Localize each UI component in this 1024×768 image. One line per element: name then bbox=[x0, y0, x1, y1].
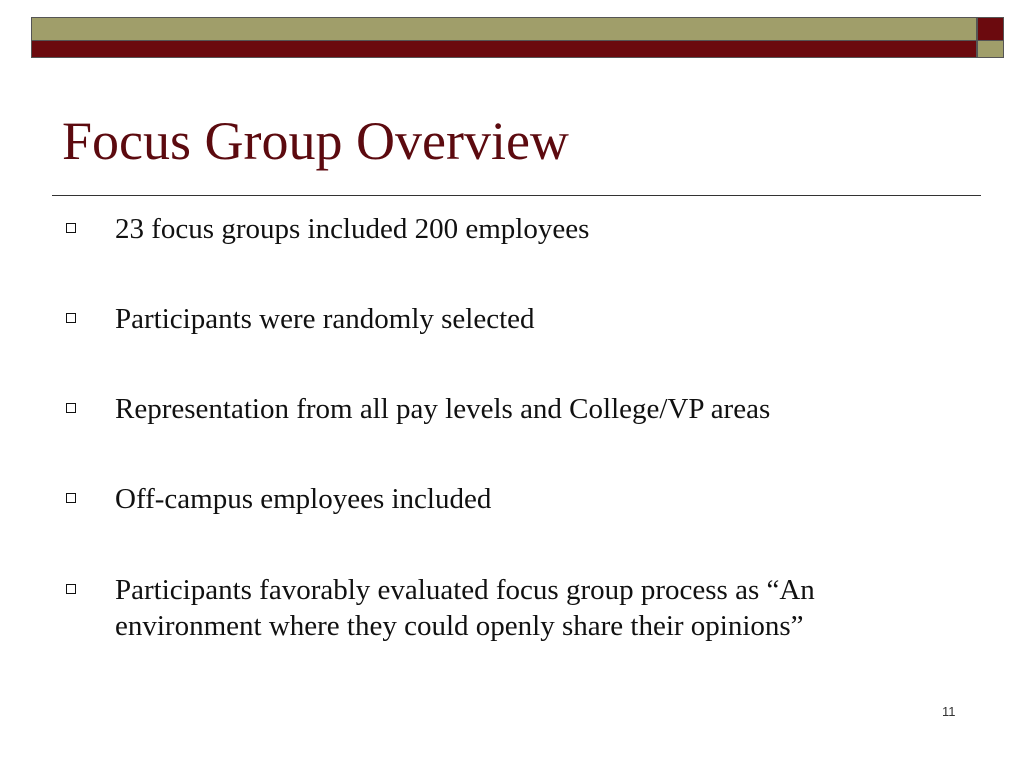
bullet-text: Representation from all pay levels and College/VP areas bbox=[115, 393, 771, 425]
bullet-item bbox=[115, 301, 995, 337]
hollow-square-icon bbox=[66, 403, 76, 413]
hollow-square-icon bbox=[66, 584, 76, 594]
bullet-item bbox=[115, 481, 995, 517]
page-number: 11 bbox=[942, 704, 956, 719]
hollow-square-icon bbox=[66, 313, 76, 323]
bullet-text: Participants were randomly selected bbox=[115, 303, 535, 335]
header-bar-olive bbox=[31, 17, 977, 41]
bullet-item bbox=[115, 211, 995, 247]
hollow-square-icon bbox=[66, 223, 76, 233]
header-bar-maroon bbox=[31, 41, 977, 58]
header-corner-square-olive bbox=[977, 41, 1004, 58]
bullet-item bbox=[115, 391, 995, 427]
header-corner-square-maroon bbox=[977, 17, 1004, 41]
bullet-text: Participants favorably evaluated focus group process as “An environment where they could openly share their opinions” bbox=[115, 574, 815, 642]
bullet-text: Off-campus employees included bbox=[115, 483, 492, 515]
slide-title: Focus Group Overview bbox=[62, 111, 569, 171]
title-divider bbox=[52, 195, 981, 196]
bullet-item bbox=[115, 572, 965, 644]
hollow-square-icon bbox=[66, 493, 76, 503]
bullet-text: 23 focus groups included 200 employees bbox=[115, 213, 590, 245]
